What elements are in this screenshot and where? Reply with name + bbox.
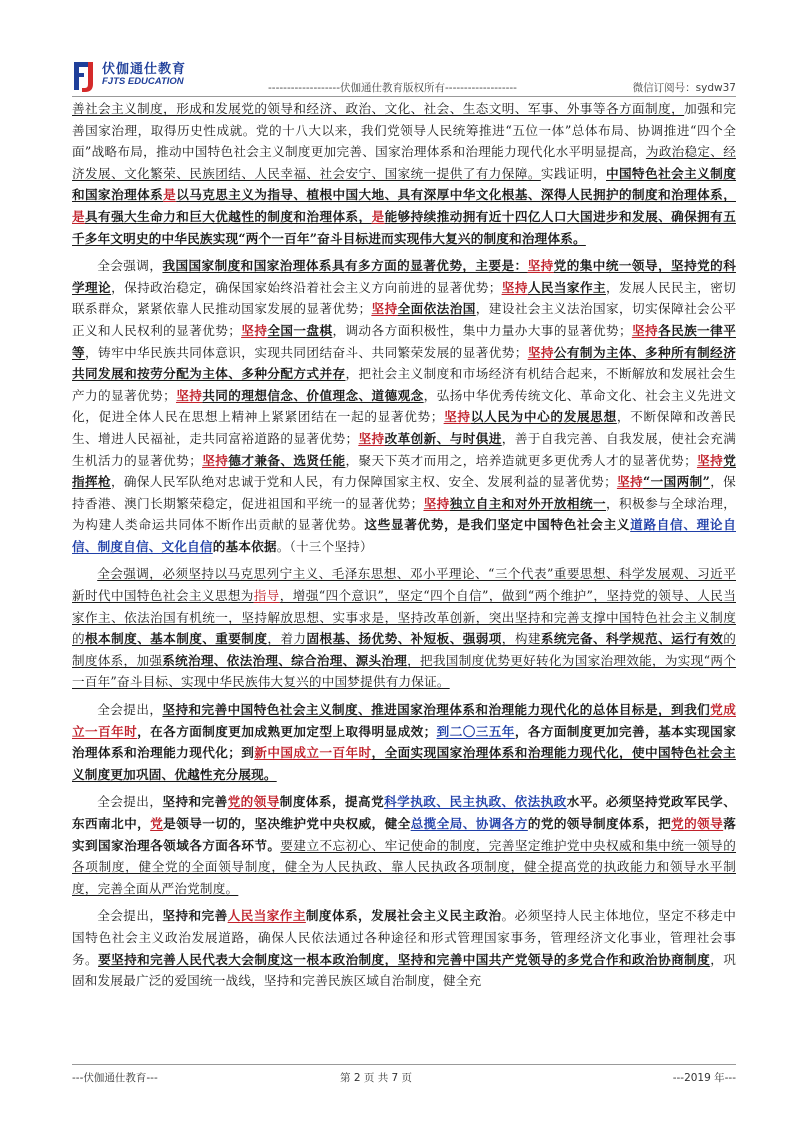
- text-run: ，铸牢中华民族共同体意识，实现共同团结奋斗、共同繁荣发展的显著优势；: [85, 344, 528, 360]
- text-run: 全会强调，必须坚持以马克思列宁主义、毛泽东思想、邓小平理论、“三个代表”重要思想、科学发展观、习近平新时代中国特色社会主义思想为: [72, 566, 736, 604]
- text-run: 人民当家作主: [227, 908, 306, 924]
- text-run: 这些显著优势，是我们坚定中国特色社会主义: [364, 517, 631, 533]
- text-run: 全会提出，: [97, 794, 163, 810]
- text-run: 坚持: [202, 452, 229, 468]
- paragraph-overall-goals: [72, 699, 736, 785]
- text-run: 要坚持和完善人民代表大会制度这一根本政治制度，坚持和完善中国共产党领导的多党合作和政治协商制度: [98, 951, 711, 967]
- text-run: 各民族一律平等: [72, 322, 736, 360]
- text-run: 加强和完善国家治理，取得历史性成就。党的十八大以来，我们党领导人民统筹推进“五位一体”总体布局、协调推进“四个全面”战略布局，推动中国特色社会主义制度更加完善、国家治理体系和治理能力现代化水平明显提高，: [72, 101, 736, 160]
- page-footer: [72, 1070, 736, 1090]
- text-run: 系统完备、科学规范、运行有效: [540, 631, 724, 647]
- text-run: ，全面实现国家治理体系和治理能力现代化，使中国特色社会主义制度更加巩固、优越性充分展现。: [72, 745, 736, 782]
- text-run: 坚持: [527, 258, 554, 274]
- text-run: 到二〇三五年: [436, 723, 515, 739]
- page-number: 第 2 页 共 7 页: [340, 1072, 413, 1084]
- paragraph-thirteen-advantages: [72, 255, 736, 557]
- text-run: ，弘扬中华优秀传统文化、革命文化、社会主义先进文化，促进全体人民在思想上精神上紧紧团结在一起的显著优势；: [72, 387, 736, 425]
- text-run: 的党的领导制度体系，把: [527, 816, 672, 831]
- text-run: 坚持: [423, 495, 450, 511]
- text-run: 坚持: [527, 344, 554, 360]
- text-run: 落实到国家治理各领域各方面各环节。: [72, 816, 736, 853]
- text-run: 公有制为主体、多种所有制经济共同发展和按劳分配为主体、多种分配方式并存: [72, 344, 736, 382]
- text-run: 系统治理、依法治理、综合治理、源头治理: [162, 652, 408, 668]
- text-run: 党的领导: [227, 794, 280, 810]
- text-run: 德才兼备、选贤任能: [228, 452, 346, 468]
- text-run: 全国一盘棋: [267, 322, 333, 338]
- text-run: 新中国成立一百年时: [254, 745, 372, 761]
- text-run: ，把我国制度优势更好转化为国家治理效能，为实现“两个一百年”奋斗目标、实现中华民族伟大复兴的中国梦提供有力保证。: [72, 652, 737, 690]
- text-run: 具有强大生命力和巨大优越性的制度和治理体系，: [85, 208, 372, 224]
- footer-year: ---2019 年---: [672, 1072, 736, 1084]
- text-run: ，在各方面制度更加成熟更加定型上取得明显成效；: [137, 723, 437, 739]
- text-run: 全面依法治国: [397, 301, 476, 317]
- text-run: ，建设社会主义法治国家，切实保障社会公平正义和人民权利的显著优势；: [72, 301, 737, 338]
- logo-chinese-name: 伏伽通仕教育: [102, 62, 187, 77]
- text-run: 是: [163, 187, 177, 203]
- text-run: ，保持政治稳定，确保国家始终沿着社会主义方向前进的显著优势；: [111, 279, 502, 295]
- text-run: 坚持和完善: [162, 794, 228, 810]
- text-run: 固根基、扬优势、补短板、强弱项: [306, 631, 502, 647]
- text-run: 坚持党的科学理论: [72, 258, 737, 295]
- text-run: ，善于自我完善、自我发展，使社会充满生机活力的显著优势；: [72, 430, 736, 468]
- text-run: ，构建: [501, 631, 541, 647]
- text-run: 党的集中统一领导，: [553, 258, 672, 274]
- text-run: ，增强“四个意识”，坚定“四个自信”，做到“两个维护”，坚持党的领导、人民当家作主、依法治国有机统一，坚持解放思想、实事求是，坚持改革创新，突出坚持和完善支撑中国特色社会主义制度的: [72, 588, 736, 647]
- text-run: 全会提出，: [97, 702, 163, 718]
- text-run: 是领导一切的，坚决维护党中央权威，健全: [163, 816, 411, 831]
- brand-logo: [72, 58, 222, 96]
- text-run: 坚持: [616, 474, 644, 490]
- text-run: 党: [150, 816, 164, 831]
- text-run: 为政治稳定、经济发展、文化繁荣、民族团结、人民幸福、社会安宁、国家统一提供了有力保障。: [72, 144, 736, 181]
- footer-brand: ---伏伽通仕教育---: [72, 1072, 158, 1084]
- paragraph-party-leadership: [72, 791, 736, 899]
- text-run: ，确保人民军队绝对忠诚于党和人民，有力保障国家主权、安全、发展利益的显著优势；: [110, 474, 617, 490]
- text-run: 。（十三个坚持）: [276, 538, 373, 554]
- text-run: ，巩固和发展最广泛的爱国统一战线，坚持和完善民族区域自治制度，健全充: [72, 951, 737, 989]
- text-run: 党成立一百年时: [72, 702, 737, 739]
- text-run: 改革创新、与时俱进: [384, 430, 502, 446]
- text-run: 坚持和完善: [162, 908, 228, 924]
- text-run: 的制度体系，加强: [72, 631, 736, 668]
- fjts-logo-icon: [72, 58, 98, 94]
- header-divider: [72, 96, 736, 97]
- text-run: 总揽全局、协调各方: [410, 816, 528, 831]
- paragraph-system-achievements: [72, 98, 736, 249]
- text-run: 全会提出，: [97, 908, 163, 924]
- text-run: 能够持续推动拥有近十四亿人口大国进步和发展、确保拥有五千多年文明史的中华民族实现“两个一百年”奋斗目标进而实现伟大复兴的制度和治理体系。: [72, 208, 737, 246]
- text-run: ，发展人民民主，密切联系群众，紧紧依靠人民推动国家发展的显著优势；: [72, 279, 737, 317]
- text-run: 根本制度、基本制度、重要制度: [85, 631, 268, 647]
- text-run: 是: [72, 208, 86, 224]
- text-run: 党的领导: [671, 816, 724, 831]
- text-run: 坚持: [443, 409, 471, 425]
- footer-divider: [72, 1064, 736, 1065]
- paragraph-guiding-thought: [72, 563, 736, 693]
- text-run: 坚持: [371, 301, 398, 317]
- text-run: 以人民为中心的发展思想: [470, 409, 617, 425]
- text-run: 科学执政、民主执政、依法执政: [384, 794, 567, 810]
- text-run: 坚持: [241, 322, 268, 338]
- text-run: 坚持: [358, 430, 385, 446]
- text-run: 中国特色社会主义制度和国家治理体系: [72, 165, 737, 203]
- text-run: 水平。必须坚持党政军民学、东西南北中，: [72, 794, 737, 831]
- page-header: [72, 58, 736, 98]
- text-run: ，积极参与全球治理，为构建人类命运共同体不断作出贡献的显著优势。: [72, 495, 737, 533]
- text-run: 制度体系，提高党: [279, 794, 385, 810]
- text-run: ，不断保障和改善民生、增进人民福祉，走共同富裕道路的显著优势；: [72, 409, 736, 446]
- text-run: 是: [371, 208, 385, 224]
- text-run: 坚持: [175, 387, 203, 403]
- text-run: 指导: [253, 588, 280, 604]
- text-run: ，调动各方面积极性，集中力量办大事的显著优势；: [332, 322, 632, 338]
- logo-english-name: FJTS EDUCATION: [102, 76, 184, 87]
- text-run: 制度体系，发展社会主义民主政治: [305, 908, 502, 924]
- text-run: ，保持香港、澳门长期繁荣稳定，促进祖国和平统一的显著优势；: [72, 474, 736, 511]
- text-run: 共同的理想信念、价值理念、道德观念: [202, 387, 424, 403]
- document-body: [72, 98, 736, 992]
- text-run: 人民当家作主: [527, 279, 606, 295]
- text-run: ，着力: [267, 631, 307, 647]
- paragraph-people-as-masters: [72, 905, 736, 991]
- text-run: ，把社会主义制度和市场经济有机结合起来，不断解放和发展社会生产力的显著优势；: [72, 366, 737, 403]
- text-run: 坚持: [696, 452, 724, 468]
- text-run: 要建立不忘初心、牢记使命的制度，完善坚定维护党中央权威和集中统一领导的各项制度，健全党的全面领导制度，健全为人民执政、靠人民执政各项制度，健全提高党的执政能力和领导水平制度，完善全面从严治党制度。: [72, 837, 737, 896]
- text-run: “一国两制”: [643, 474, 711, 490]
- text-run: 我国国家制度和国家治理体系具有多方面的显著优势，主要是：: [162, 258, 528, 274]
- text-run: 的基本依据: [212, 538, 277, 554]
- copyright-notice: -------------------伏伽通仕教育版权所有-------------------: [268, 82, 517, 94]
- text-run: 坚持和完善中国特色社会主义制度、推进国家治理体系和治理能力现代化的总体目标是，到我们: [162, 702, 711, 718]
- text-run: 以马克思主义为指导、植根中国大地、具有深厚中华文化根基、深得人民拥护的制度和治理体系，: [176, 187, 736, 203]
- text-run: ，各方面制度更加完善，基本实现国家治理体系和治理能力现代化；到: [72, 723, 737, 761]
- text-run: 道路自信、理论自信、制度自信、文化自信: [72, 517, 736, 554]
- text-run: 独立自主和对外开放相统一: [449, 495, 606, 511]
- text-run: ，聚天下英才而用之，培养造就更多更优秀人才的显著优势；: [345, 452, 697, 468]
- text-run: 善社会主义制度，形成和发展党的领导和经济、政治、文化、社会、生态文明、军事、外事等各方面制度，: [72, 101, 685, 116]
- text-run: 实践证明，: [540, 165, 606, 181]
- text-run: 。必须坚持人民主体地位，坚定不移走中国特色社会主义政治发展道路，确保人民依法通过各种途径和形式管理国家事务，管理经济文化事业，管理社会事务。: [72, 908, 737, 967]
- text-run: 党指挥枪: [72, 452, 736, 490]
- text-run: 坚持: [631, 322, 659, 338]
- text-run: 全会强调，: [97, 258, 163, 274]
- wechat-account: 微信订阅号：sydw37: [632, 82, 736, 94]
- text-run: 坚持: [501, 279, 528, 295]
